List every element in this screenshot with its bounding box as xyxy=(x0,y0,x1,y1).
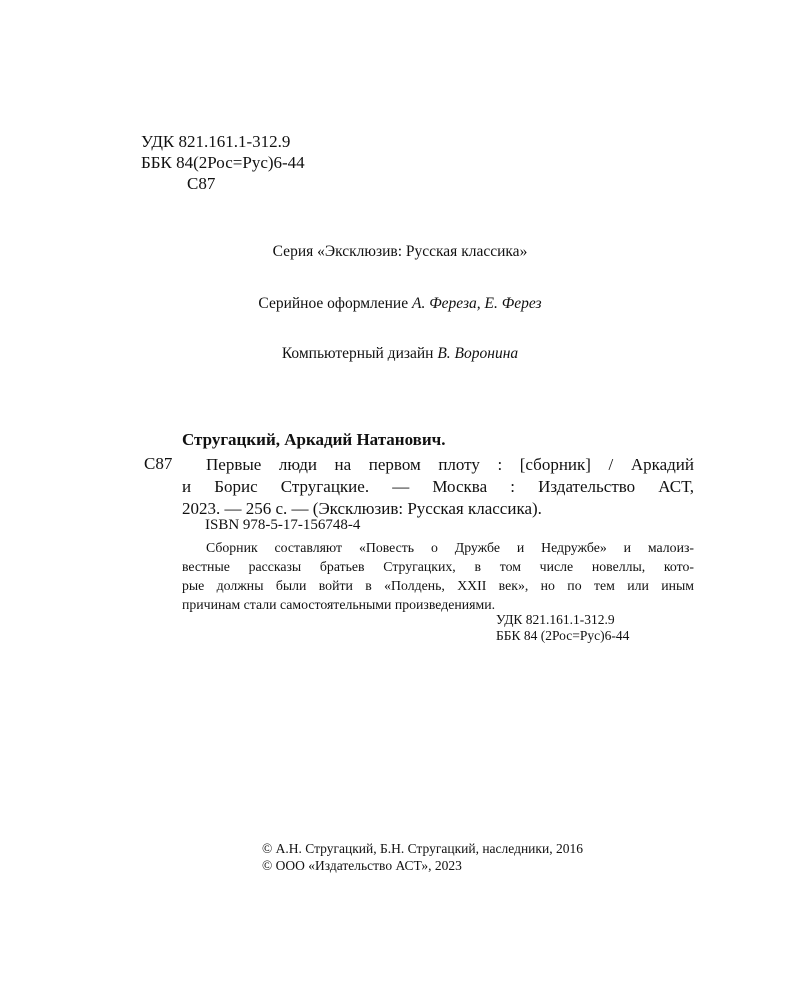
annotation xyxy=(182,538,694,614)
udk-code: УДК 821.161.1-312.9 xyxy=(141,132,291,151)
classification-block xyxy=(141,131,305,194)
copyright-line: © А.Н. Стругацкий, Б.Н. Стругацкий, наследники, 2016 xyxy=(262,841,583,856)
description-line: 2023. — 256 с. — (Эксклюзив: Русская классика). xyxy=(182,499,542,518)
series-design-label: Серийное оформление xyxy=(258,295,409,312)
series-line: Серия «Эксклюзив: Русская классика» xyxy=(272,243,528,260)
record-classification xyxy=(496,612,629,644)
description-line: Первые люди на первом плоту : [сборник] / Аркадий xyxy=(206,455,694,474)
author-mark: С87 xyxy=(187,174,216,193)
computer-design-names: В. Воронина xyxy=(437,345,519,362)
record-bbk: ББК 84 (2Рос=Рус)6-44 xyxy=(496,628,630,643)
record-author-mark: С87 xyxy=(144,454,173,473)
bibliographic-description xyxy=(182,454,694,520)
copyright-line: © ООО «Издательство АСТ», 2023 xyxy=(262,858,462,873)
isbn: ISBN 978-5-17-156748-4 xyxy=(205,517,361,533)
computer-design-label: Компьютерный дизайн xyxy=(281,345,434,362)
annotation-line: причинам стали самостоятельными произведениями. xyxy=(182,597,496,612)
bbk-code: ББК 84(2Рос=Рус)6-44 xyxy=(141,153,305,172)
description-line: и Борис Стругацкие. — Москва : Издательство АСТ, xyxy=(182,477,694,496)
copyright-block xyxy=(262,840,583,874)
series-design-line xyxy=(0,295,800,313)
annotation-line: Сборник составляют «Повесть о Дружбе и Недружбе» и малоиз- xyxy=(206,540,694,555)
computer-design-line xyxy=(0,345,800,363)
series-design-names: А. Фереза, Е. Ферез xyxy=(411,295,542,312)
record-udk: УДК 821.161.1-312.9 xyxy=(496,612,615,627)
annotation-line: вестные рассказы братьев Стругацких, в том числе новеллы, кото- xyxy=(182,559,694,574)
annotation-line: рые должны были войти в «Полдень, XXII век», но по тем или иным xyxy=(182,578,694,593)
author-heading: Стругацкий, Аркадий Натанович. xyxy=(182,430,446,449)
